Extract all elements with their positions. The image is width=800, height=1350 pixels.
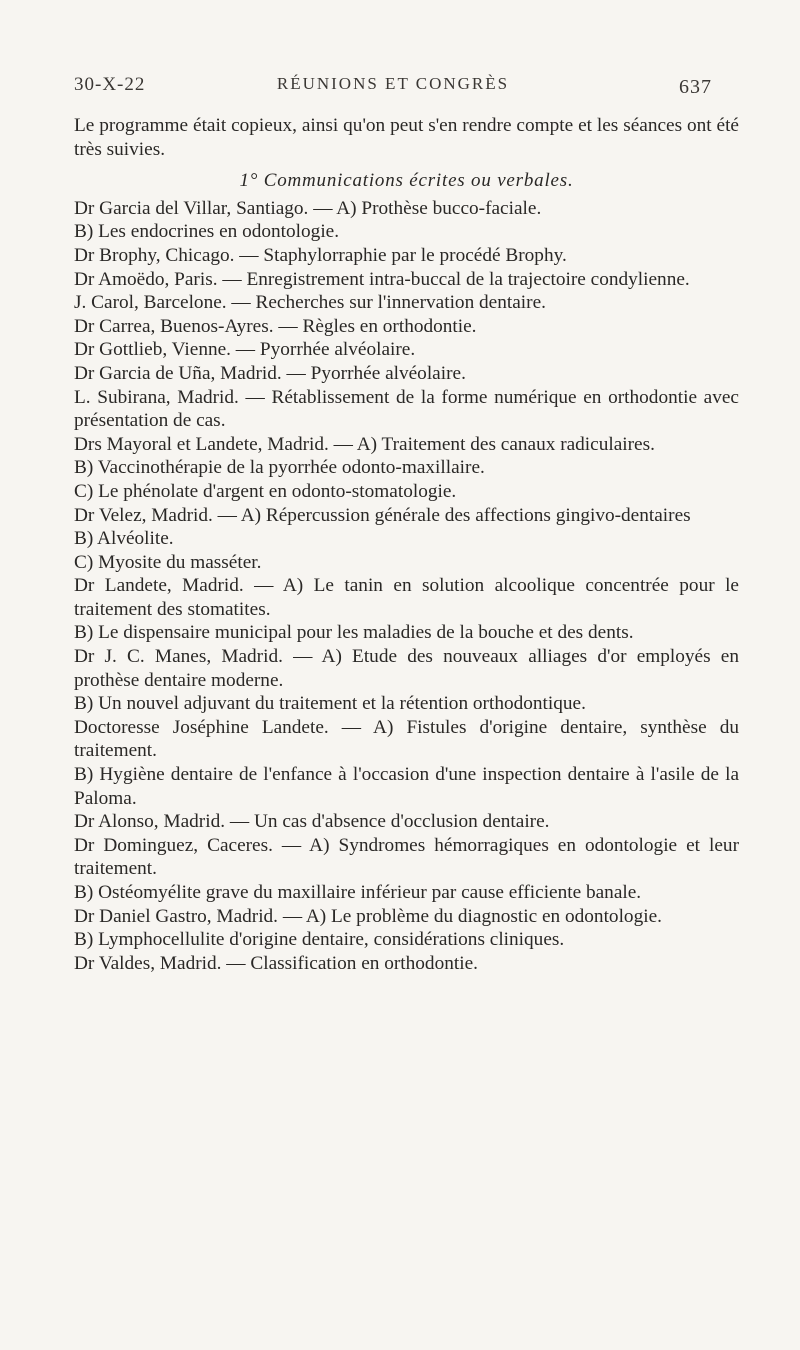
intro-paragraph: Le programme était copieux, ainsi qu'on peut s'en rendre compte et les séances ont été très suivies. [74, 115, 739, 160]
communication-entry: B) Vaccinothérapie de la pyorrhée odonto-maxillaire. [74, 457, 485, 479]
communication-entry: Dr Velez, Madrid. — A) Répercussion générale des affections gingivo-dentaires [74, 504, 691, 526]
communication-entry: B) Alvéolite. [74, 528, 174, 550]
communication-entry: B) Un nouvel adjuvant du traitement et la rétention orthodontique. [74, 693, 586, 715]
communication-entry: B) Le dispensaire municipal pour les maladies de la bouche et des dents. [74, 622, 634, 644]
communication-entry: Dr Valdes, Madrid. — Classification en orthodontie. [74, 952, 478, 974]
communication-entry: B) Les endocrines en odontologie. [74, 221, 340, 243]
communication-entry: B) Lymphocellulite d'origine dentaire, considérations cliniques. [74, 929, 565, 951]
communication-entry: Dr Carrea, Buenos-Ayres. — Règles en orthodontie. [74, 315, 477, 337]
communication-entry: Dr Garcia de Uña, Madrid. — Pyorrhée alvéolaire. [74, 362, 466, 384]
communication-entry: Dr Brophy, Chicago. — Staphylorraphie par le procédé Brophy. [74, 244, 567, 266]
section-heading: 1° Communications écrites ou verbales. [239, 170, 574, 192]
communication-entry: Dr Amoëdo, Paris. — Enregistrement intra-buccal de la trajectoire condylienne. [74, 268, 690, 290]
communication-entry: Drs Mayoral et Landete, Madrid. — A) Traitement des canaux radiculaires. [74, 433, 655, 455]
header-date: 30-X-22 [74, 74, 146, 95]
communication-entry: B) Hygiène dentaire de l'enfance à l'occasion d'une inspection dentaire à l'asile de la Paloma. [74, 764, 739, 809]
page-number: 637 [679, 76, 712, 98]
communication-entry: Dr Alonso, Madrid. — Un cas d'absence d'occlusion dentaire. [74, 811, 550, 833]
communication-entry: Dr Gottlieb, Vienne. — Pyorrhée alvéolaire. [74, 339, 416, 361]
communications-list [74, 197, 739, 976]
communication-entry: C) Le phénolate d'argent en odonto-stomatologie. [74, 480, 457, 502]
page-body [74, 114, 739, 975]
communication-entry: Dr J. C. Manes, Madrid. — A) Etude des nouveaux alliages d'or employés en prothèse dentaire moderne. [74, 646, 739, 691]
communication-entry: Doctoresse Joséphine Landete. — A) Fistules d'origine dentaire, synthèse du traitement. [74, 716, 739, 762]
running-header [74, 74, 712, 104]
communication-entry: B) Ostéomyélite grave du maxillaire inférieur par cause efficiente banale. [74, 882, 642, 903]
communication-entry: Dr Daniel Gastro, Madrid. — A) Le problème du diagnostic en odontologie. [74, 905, 662, 927]
header-section-title: RÉUNIONS ET CONGRÈS [276, 74, 510, 93]
communication-entry: L. Subirana, Madrid. — Rétablissement de la forme numérique en orthodontie avec présentation de cas. [74, 386, 739, 432]
communication-entry: C) Myosite du masséter. [74, 551, 262, 573]
communication-entry: Dr Garcia del Villar, Santiago. — A) Prothèse bucco-faciale. [74, 197, 542, 219]
communication-entry: Dr Landete, Madrid. — A) Le tanin en solution alcoolique concentrée pour le traitement des stomatites. [74, 575, 739, 620]
communication-entry: Dr Dominguez, Caceres. — A) Syndromes hémorragiques en odontologie et leur traitement. [74, 834, 739, 880]
communication-entry: J. Carol, Barcelone. — Recherches sur l'innervation dentaire. [74, 292, 546, 314]
